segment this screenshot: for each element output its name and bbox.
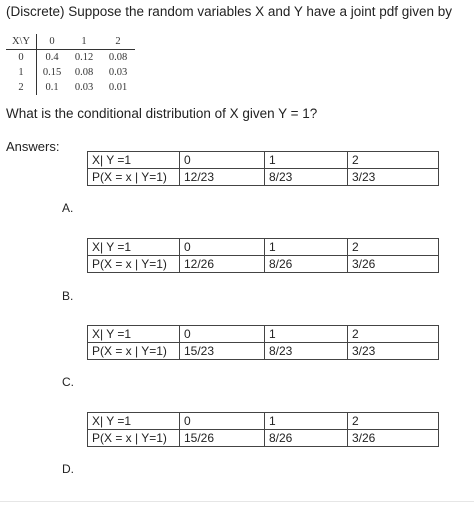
option-b-header-label: X| Y =1 [88,239,180,256]
option-a-table[interactable] [87,151,439,186]
option-c-prob-x1: 8/23 [265,343,348,360]
option-a-header-label: X| Y =1 [88,152,180,169]
option-b-letter[interactable]: B. [62,289,74,303]
question-text: (Discrete) Suppose the random variables X and Y have a joint pdf given by [6,4,453,19]
option-b-prob-label: P(X = x | Y=1) [88,256,180,273]
option-d-prob-x0: 15/26 [180,430,265,447]
joint-cell: 0.08 [108,52,128,63]
option-a-header-x0: 0 [180,152,265,169]
joint-cell: 0.03 [74,82,94,93]
joint-cell: 0.01 [108,82,128,93]
joint-row-label: 2 [6,80,37,95]
option-d-header-label: X| Y =1 [88,413,180,430]
option-a-prob-x1: 8/23 [265,169,348,186]
option-b-prob-x0: 12/26 [180,256,265,273]
bottom-divider [0,501,474,502]
option-a-letter[interactable]: A. [62,201,74,215]
joint-col-header: 1 [67,34,101,50]
option-d-prob-label: P(X = x | Y=1) [88,430,180,447]
option-c-header-x1: 1 [265,326,348,343]
option-b-header-x0: 0 [180,239,265,256]
option-b-header-x2: 2 [348,239,439,256]
option-c-prob-label: P(X = x | Y=1) [88,343,180,360]
option-b-table[interactable] [87,238,439,273]
option-d-table[interactable] [87,412,439,447]
option-d-prob-x1: 8/26 [265,430,348,447]
option-c-prob-x2: 3/23 [348,343,439,360]
answers-label: Answers: [6,139,60,154]
joint-cell: 0.03 [108,67,128,78]
option-d-header-x1: 1 [265,413,348,430]
joint-row-label: 0 [6,50,37,66]
joint-cell: 0.4 [45,52,59,63]
option-a-prob-x2: 3/23 [348,169,439,186]
option-c-header-x0: 0 [180,326,265,343]
joint-row-label: 1 [6,65,37,80]
option-c-header-label: X| Y =1 [88,326,180,343]
joint-cell: 0.15 [42,67,62,78]
option-b-prob-x1: 8/26 [265,256,348,273]
option-c-letter[interactable]: C. [62,375,74,389]
option-d-header-x2: 2 [348,413,439,430]
option-d-header-x0: 0 [180,413,265,430]
option-b-prob-x2: 3/26 [348,256,439,273]
option-b-header-x1: 1 [265,239,348,256]
joint-col-header: 2 [101,34,135,50]
joint-cell: 0.08 [74,67,94,78]
option-a-prob-label: P(X = x | Y=1) [88,169,180,186]
joint-corner: X\Y [6,34,37,50]
joint-pdf-table [6,34,135,95]
option-a-header-x1: 1 [265,152,348,169]
subquestion-text: What is the conditional distribution of X given Y = 1? [6,106,318,121]
option-a-header-x2: 2 [348,152,439,169]
option-c-header-x2: 2 [348,326,439,343]
joint-cell: 0.1 [45,82,59,93]
option-d-prob-x2: 3/26 [348,430,439,447]
joint-cell: 0.12 [74,52,94,63]
joint-col-header: 0 [37,34,68,50]
option-a-prob-x0: 12/23 [180,169,265,186]
option-c-prob-x0: 15/23 [180,343,265,360]
option-c-table[interactable] [87,325,439,360]
option-d-letter[interactable]: D. [62,462,74,476]
